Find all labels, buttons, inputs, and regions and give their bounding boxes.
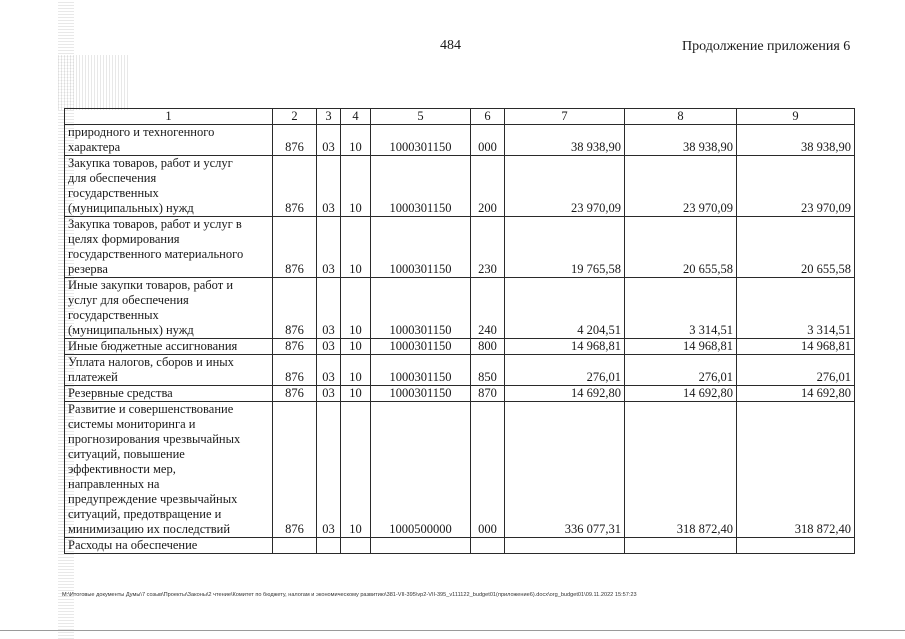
amount-col9-cell: 14 692,80 [737, 386, 855, 402]
row-name-line: направленных на [68, 477, 160, 491]
ministry-code-cell: 876 [273, 217, 317, 278]
subsection-code-cell: 10 [341, 339, 371, 355]
ministry-code-cell: 876 [273, 278, 317, 339]
amount-col7-cell: 276,01 [505, 355, 625, 386]
empty-cell [505, 538, 625, 554]
amount-col9-cell: 318 872,40 [737, 402, 855, 538]
table-row-partial [65, 538, 855, 554]
subsection-code-cell: 10 [341, 402, 371, 538]
expense-type-cell: 800 [471, 339, 505, 355]
target-article-cell: 1000301150 [371, 355, 471, 386]
column-header: 9 [737, 109, 855, 125]
amount-col7-cell: 336 077,31 [505, 402, 625, 538]
amount-col8-cell: 14 692,80 [625, 386, 737, 402]
section-code-cell: 03 [317, 125, 341, 156]
amount-col9-cell: 3 314,51 [737, 278, 855, 339]
section-code-cell: 03 [317, 278, 341, 339]
empty-cell [273, 538, 317, 554]
section-code-cell: 03 [317, 339, 341, 355]
row-name-line: Уплата налогов, сборов и иных [68, 355, 234, 369]
table-row [65, 125, 855, 156]
row-name-line: Расходы на обеспечение [68, 538, 198, 552]
expense-type-cell: 000 [471, 125, 505, 156]
amount-col8-cell: 23 970,09 [625, 156, 737, 217]
table-row [65, 156, 855, 217]
amount-col7-cell: 4 204,51 [505, 278, 625, 339]
expense-type-cell: 240 [471, 278, 505, 339]
section-code-cell: 03 [317, 386, 341, 402]
scan-artifact-bottom-line [0, 630, 905, 631]
target-article-cell: 1000301150 [371, 386, 471, 402]
target-article-cell: 1000301150 [371, 156, 471, 217]
row-name-cell [65, 339, 273, 355]
scan-artifact-corner [58, 55, 128, 110]
expense-type-cell: 200 [471, 156, 505, 217]
footer-file-path: M:\Итоговые документы Думы\7 созыв\Проекты\Законы\2 чтение\Комитет по бюджету, налогам и экономическому развитию\381-VII-395\vp2-VII-395_v111122_budget01(приложение6).docx\org_budget01\09.11.2022 15:57:23 [62, 592, 637, 598]
amount-col7-cell: 14 968,81 [505, 339, 625, 355]
amount-col8-cell: 3 314,51 [625, 278, 737, 339]
row-name-line: эффективности мер, [68, 462, 176, 476]
amount-col7-cell: 19 765,58 [505, 217, 625, 278]
row-name-line: ситуаций, предотвращение и [68, 507, 222, 521]
amount-col7-cell: 38 938,90 [505, 125, 625, 156]
table-row [65, 339, 855, 355]
target-article-cell: 1000301150 [371, 125, 471, 156]
table-row [65, 386, 855, 402]
column-header: 1 [65, 109, 273, 125]
column-header: 3 [317, 109, 341, 125]
row-name-line: государственных [68, 308, 159, 322]
subsection-code-cell: 10 [341, 156, 371, 217]
row-name-line: Резервные средства [68, 386, 173, 400]
amount-col8-cell: 276,01 [625, 355, 737, 386]
row-name-cell [65, 355, 273, 386]
continuation-title: Продолжение приложения 6 [682, 39, 851, 54]
empty-cell [625, 538, 737, 554]
amount-col8-cell: 38 938,90 [625, 125, 737, 156]
section-code-cell: 03 [317, 402, 341, 538]
page-number: 484 [440, 38, 461, 53]
empty-cell [341, 538, 371, 554]
amount-col9-cell: 20 655,58 [737, 217, 855, 278]
empty-cell [737, 538, 855, 554]
table-row [65, 278, 855, 339]
row-name-line: ситуаций, повышение [68, 447, 185, 461]
row-name-cell [65, 402, 273, 538]
table-row [65, 402, 855, 538]
row-name-cell [65, 217, 273, 278]
ministry-code-cell: 876 [273, 386, 317, 402]
amount-col8-cell: 20 655,58 [625, 217, 737, 278]
amount-col9-cell: 38 938,90 [737, 125, 855, 156]
budget-table [64, 108, 855, 554]
row-name-cell [65, 125, 273, 156]
column-header: 7 [505, 109, 625, 125]
subsection-code-cell: 10 [341, 125, 371, 156]
amount-col7-cell: 23 970,09 [505, 156, 625, 217]
row-name-cell [65, 538, 273, 554]
subsection-code-cell: 10 [341, 386, 371, 402]
amount-col8-cell: 14 968,81 [625, 339, 737, 355]
column-number-row [65, 109, 855, 125]
row-name-line: прогнозирования чрезвычайных [68, 432, 241, 446]
row-name-line: природного и техногенного [68, 125, 215, 139]
expense-type-cell: 850 [471, 355, 505, 386]
row-name-line: услуг для обеспечения [68, 293, 189, 307]
row-name-line: системы мониторинга и [68, 417, 196, 431]
row-name-line: Развитие и совершенствование [68, 402, 234, 416]
ministry-code-cell: 876 [273, 355, 317, 386]
column-header: 6 [471, 109, 505, 125]
row-name-cell [65, 386, 273, 402]
row-name-line: Закупка товаров, работ и услуг [68, 156, 233, 170]
row-name-line: целях формирования [68, 232, 180, 246]
amount-col9-cell: 14 968,81 [737, 339, 855, 355]
row-name-line: для обеспечения [68, 171, 157, 185]
ministry-code-cell: 876 [273, 339, 317, 355]
row-name-line: резерва [68, 262, 108, 276]
ministry-code-cell: 876 [273, 402, 317, 538]
expense-type-cell: 870 [471, 386, 505, 402]
target-article-cell: 1000500000 [371, 402, 471, 538]
row-name-line: предупреждение чрезвычайных [68, 492, 238, 506]
table-row [65, 355, 855, 386]
column-header: 8 [625, 109, 737, 125]
expense-type-cell: 230 [471, 217, 505, 278]
empty-cell [371, 538, 471, 554]
subsection-code-cell: 10 [341, 278, 371, 339]
row-name-line: характера [68, 140, 121, 154]
row-name-line: (муниципальных) нужд [68, 201, 194, 215]
row-name-line: минимизацию их последствий [68, 522, 231, 536]
amount-col9-cell: 23 970,09 [737, 156, 855, 217]
row-name-line: Иные закупки товаров, работ и [68, 278, 234, 292]
row-name-line: (муниципальных) нужд [68, 323, 194, 337]
subsection-code-cell: 10 [341, 217, 371, 278]
row-name-line: государственного материального [68, 247, 244, 261]
section-code-cell: 03 [317, 355, 341, 386]
section-code-cell: 03 [317, 217, 341, 278]
empty-cell [471, 538, 505, 554]
row-name-line: Иные бюджетные ассигнования [68, 339, 238, 353]
target-article-cell: 1000301150 [371, 278, 471, 339]
amount-col8-cell: 318 872,40 [625, 402, 737, 538]
row-name-cell [65, 156, 273, 217]
ministry-code-cell: 876 [273, 125, 317, 156]
subsection-code-cell: 10 [341, 355, 371, 386]
target-article-cell: 1000301150 [371, 217, 471, 278]
ministry-code-cell: 876 [273, 156, 317, 217]
column-header: 2 [273, 109, 317, 125]
table-row [65, 217, 855, 278]
empty-cell [317, 538, 341, 554]
row-name-line: государственных [68, 186, 159, 200]
section-code-cell: 03 [317, 156, 341, 217]
amount-col7-cell: 14 692,80 [505, 386, 625, 402]
row-name-line: Закупка товаров, работ и услуг в [68, 217, 242, 231]
target-article-cell: 1000301150 [371, 339, 471, 355]
row-name-cell [65, 278, 273, 339]
column-header: 5 [371, 109, 471, 125]
row-name-line: платежей [68, 370, 118, 384]
expense-type-cell: 000 [471, 402, 505, 538]
amount-col9-cell: 276,01 [737, 355, 855, 386]
column-header: 4 [341, 109, 371, 125]
